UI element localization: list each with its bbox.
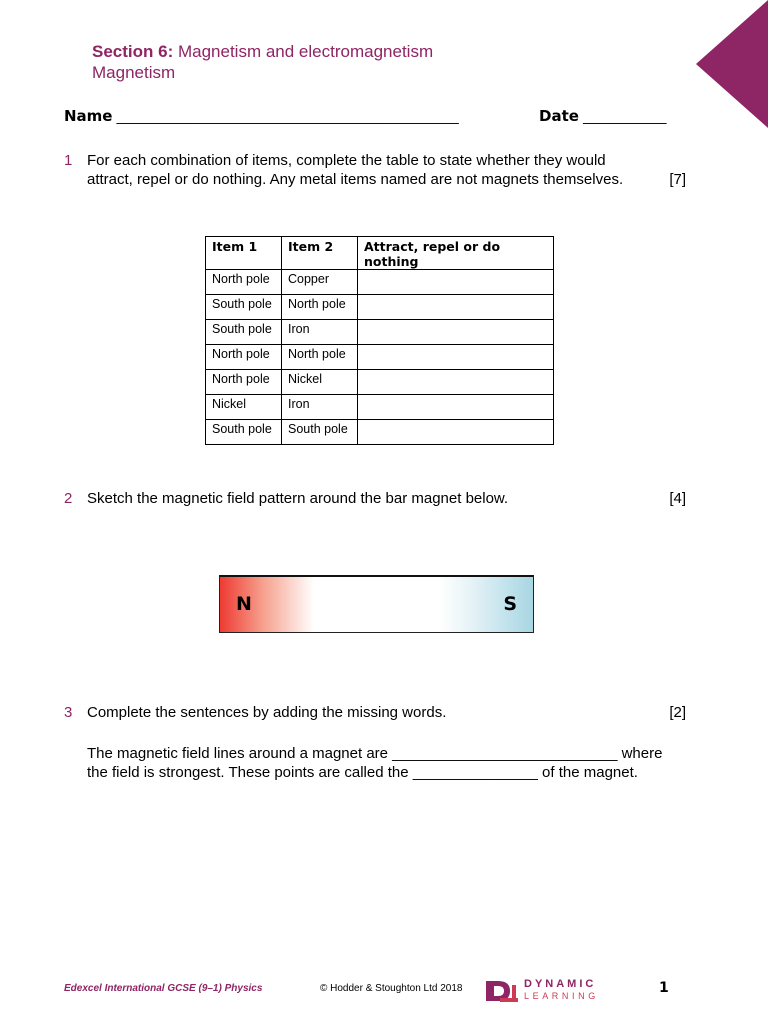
question-marks: [4] bbox=[669, 490, 686, 507]
question-marks: [7] bbox=[669, 171, 686, 188]
table-cell-item1: South pole bbox=[206, 420, 282, 445]
table-cell-item2: North pole bbox=[282, 345, 358, 370]
table-cell-answer[interactable] bbox=[358, 395, 554, 420]
table-header-cell: Attract, repel or do nothing bbox=[358, 237, 554, 270]
footer-course: Edexcel International GCSE (9–1) Physics bbox=[64, 983, 263, 994]
table-cell-item1: North pole bbox=[206, 270, 282, 295]
table-cell-item2: Iron bbox=[282, 395, 358, 420]
question-text: Complete the sentences by adding the missing words. bbox=[87, 704, 447, 721]
table-row bbox=[206, 370, 554, 395]
dl-logo-icon bbox=[484, 977, 520, 1005]
table-row bbox=[206, 320, 554, 345]
question-marks: [2] bbox=[669, 704, 686, 721]
section-title-text: Magnetism and electromagnetism bbox=[177, 42, 434, 61]
section-subtitle: Magnetism bbox=[92, 63, 176, 82]
bar-magnet bbox=[219, 575, 534, 633]
table-cell-item2: Nickel bbox=[282, 370, 358, 395]
table-header-row bbox=[206, 237, 554, 270]
south-pole-label: S bbox=[503, 593, 517, 615]
question-number: 1 bbox=[64, 152, 73, 169]
dynamic-learning-logo bbox=[484, 977, 604, 1005]
section-title bbox=[92, 42, 433, 62]
date-blank[interactable]: __________ bbox=[583, 108, 667, 125]
logo-word-learning: LEARNING bbox=[524, 991, 599, 1001]
footer-copyright: © Hodder & Stoughton Ltd 2018 bbox=[320, 983, 463, 994]
table-cell-item1: Nickel bbox=[206, 395, 282, 420]
name-blank[interactable]: _________________________________________ bbox=[116, 108, 459, 125]
table-cell-item2: Copper bbox=[282, 270, 358, 295]
logo-word-dynamic: DYNAMIC bbox=[524, 978, 597, 990]
corner-triangle-decoration bbox=[696, 0, 768, 128]
name-field[interactable] bbox=[64, 107, 459, 125]
table-row bbox=[206, 345, 554, 370]
north-pole-label: N bbox=[236, 593, 252, 615]
section-label: Section 6: bbox=[92, 42, 174, 61]
question-text: Sketch the magnetic field pattern around the bar magnet below. bbox=[87, 490, 509, 507]
table-header-cell: Item 1 bbox=[206, 237, 282, 270]
table-cell-item1: South pole bbox=[206, 295, 282, 320]
fill-in-paragraph[interactable]: The magnetic field lines around a magnet are ___________________________ where the field is strongest. These points are called the _______________ of the magnet. bbox=[87, 745, 663, 781]
table-cell-item2: North pole bbox=[282, 295, 358, 320]
table-cell-answer[interactable] bbox=[358, 270, 554, 295]
table-row bbox=[206, 270, 554, 295]
table-cell-item1: North pole bbox=[206, 345, 282, 370]
page-number: 1 bbox=[659, 980, 669, 996]
question-text: For each combination of items, complete the table to state whether they would attract, repel or do nothing. Any metal items named are not magnets themselves. bbox=[87, 152, 624, 188]
table-cell-answer[interactable] bbox=[358, 345, 554, 370]
name-label: Name bbox=[64, 107, 113, 125]
table-cell-answer[interactable] bbox=[358, 320, 554, 345]
table-row bbox=[206, 395, 554, 420]
table-cell-item2: South pole bbox=[282, 420, 358, 445]
table-cell-item2: Iron bbox=[282, 320, 358, 345]
table-cell-item1: South pole bbox=[206, 320, 282, 345]
table-cell-answer[interactable] bbox=[358, 295, 554, 320]
table-cell-answer[interactable] bbox=[358, 370, 554, 395]
date-label: Date bbox=[539, 107, 579, 125]
table-header-cell: Item 2 bbox=[282, 237, 358, 270]
date-field[interactable] bbox=[539, 107, 667, 125]
table-cell-answer[interactable] bbox=[358, 420, 554, 445]
question-number: 3 bbox=[64, 704, 73, 721]
question-number: 2 bbox=[64, 490, 73, 507]
table-row bbox=[206, 295, 554, 320]
items-table bbox=[205, 236, 554, 445]
table-cell-item1: North pole bbox=[206, 370, 282, 395]
table-row bbox=[206, 420, 554, 445]
